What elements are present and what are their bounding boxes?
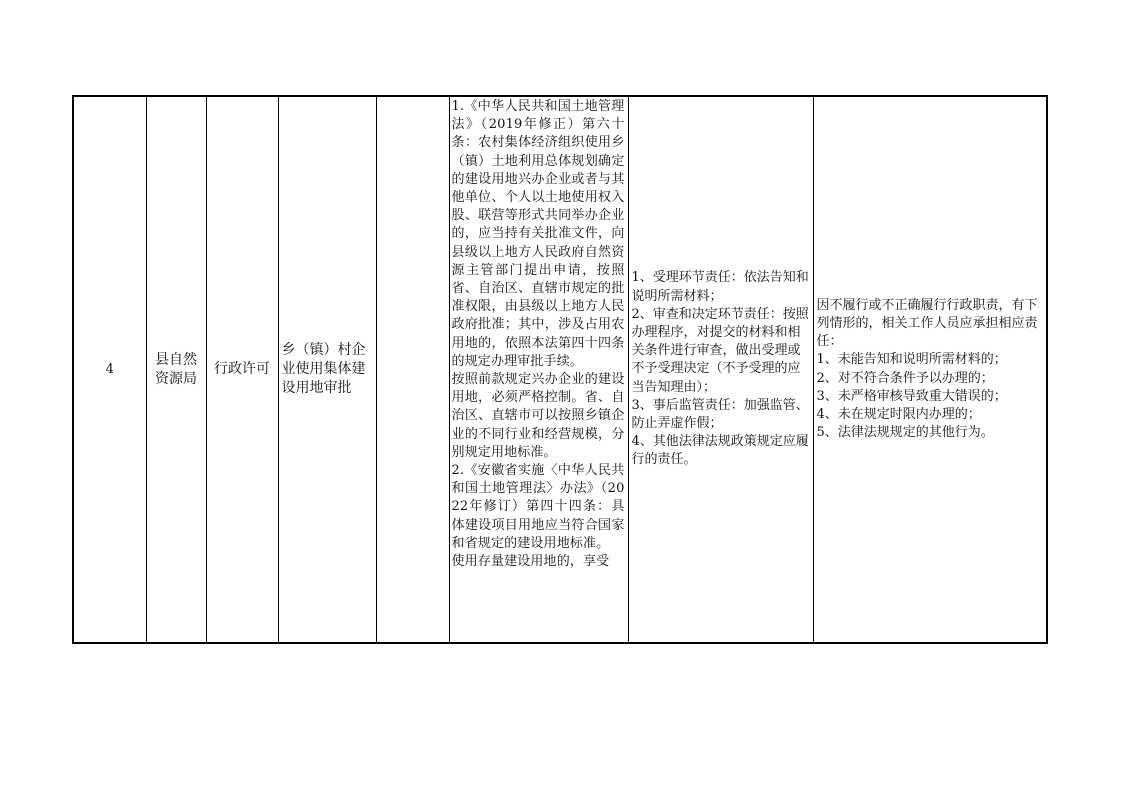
item-name-cell bbox=[278, 96, 376, 643]
legal-basis-text bbox=[452, 98, 625, 571]
category-text: 行政许可 bbox=[214, 361, 270, 377]
power-list-table bbox=[72, 95, 1048, 644]
accountability-cell bbox=[813, 96, 1047, 643]
basis-paragraph: 使用存量建设用地的，享受 bbox=[451, 554, 610, 570]
basis-paragraph: 2.《安徽省实施〈中华人民共和国土地管理法〉办法》（2022年修订）第四十四条：具体建设项目用地应当符合国家和省规定的建设用地标准。 bbox=[451, 463, 625, 551]
responsibility-item: 3、事后监管责任：加强监管、防止弄虚作假； bbox=[631, 397, 809, 431]
basis-paragraph: 按照前款规定兴办企业的建设用地，必须严格控制。省、自治区、直辖市可以按照乡镇企业的不同行业和经营规模，分别规定用地标准。 bbox=[451, 372, 625, 460]
accountability-list bbox=[817, 297, 1045, 443]
accountability-intro: 因不履行或不正确履行行政职责，有下列情形的，相关工作人员应承担相应责任： bbox=[816, 297, 1038, 350]
accountability-item: 2、对不符合条件予以办理的； bbox=[816, 370, 994, 386]
category-cell bbox=[206, 96, 278, 643]
legal-basis-cell bbox=[449, 96, 628, 643]
responsibility-item: 2、审查和决定环节责任：按照办理程序，对提交的材料和相关条件进行审查，做出受理或不予受理决定（不予受理的应当告知理由）； bbox=[631, 306, 809, 395]
responsibility-item: 4、其他法律法规政策规定应履行的责任。 bbox=[631, 434, 809, 468]
responsibility-list bbox=[632, 269, 811, 469]
accountability-item: 1、未能告知和说明所需材料的； bbox=[816, 352, 1007, 368]
row-number-cell: 4 bbox=[73, 96, 146, 643]
accountability-item: 4、未在规定时限内办理的； bbox=[816, 406, 981, 422]
department-text: 县自然资源局 bbox=[155, 351, 197, 387]
item-name-text: 乡（镇）村企业使用集体建设用地审批 bbox=[281, 342, 366, 396]
department-cell bbox=[146, 96, 206, 643]
responsibility-cell bbox=[628, 96, 813, 643]
accountability-item: 5、法律法规规定的其他行为。 bbox=[816, 425, 994, 441]
table-row bbox=[73, 96, 1047, 643]
sub-item-cell bbox=[376, 96, 449, 643]
basis-paragraph: 1.《中华人民共和国土地管理法》（2019年修正）第六十条：农村集体经济组织使用乡（镇）土地利用总体规划确定的建设用地兴办企业或者与其他单位、个人以土地使用权入股、联营等形式共同举办企业的，应当持有关批准文件，向县级以上地方人民政府自然资源主管部门提出申请，按照省、自治区、直辖市规定的批准权限，由县级以上地方人民政府批准；其中，涉及占用农用地的，依照本法第四十四条的规定办理审批手续。 bbox=[451, 99, 625, 369]
responsibility-item: 1、受理环节责任：依法告知和说明所需材料； bbox=[631, 270, 809, 304]
accountability-item: 3、未严格审核导致重大错误的； bbox=[816, 388, 1007, 404]
